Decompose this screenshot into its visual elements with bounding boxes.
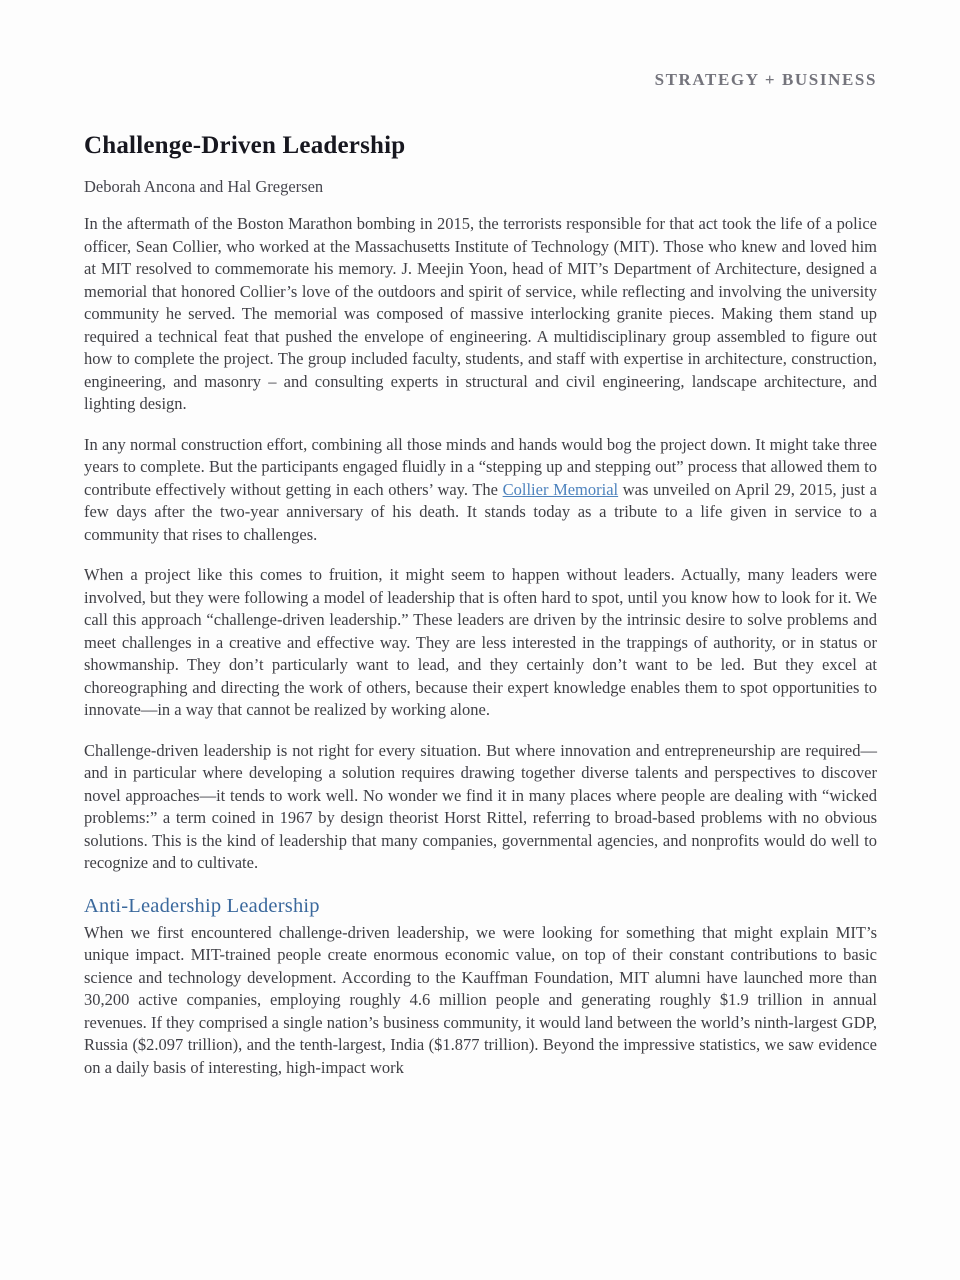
paragraph-4: Challenge-driven leadership is not right for every situation. But where innovation and entrepreneurship are required—and in particular where developing a solution requires drawing together diverse talents and perspectives to discover novel approaches—it tends to work well. No wonder we find it in many places where people are dealing with “wicked problems:” a term coined in 1967 by design theorist Horst Rittel, referring to broad-based problems with no obvious solutions. This is the kind of leadership that many companies, governmental agencies, and nonprofits would do well to recognize and to cultivate. <box>84 740 877 872</box>
paragraph-3: When a project like this comes to fruition, it might seem to happen without leaders. Actually, many leaders were involved, but they were following a model of leadership that is often hard to spot, until you know how to look for it. We call this approach “challenge-driven leadership.” These leaders are driven by the intrinsic desire to solve problems and meet challenges in a creative and effective way. They are less interested in the trappings of authority, or in status or showmanship. They don’t particularly want to lead, and they certainly don’t want to be led. But they excel at choreographing and directing the work of others, because their expert knowledge enables them to spot opportunities to innovate—in a way that cannot be realized by working alone. <box>84 565 877 719</box>
paragraph-1: In the aftermath of the Boston Marathon bombing in 2015, the terrorists responsible for that act took the life of a police officer, Sean Collier, who worked at the Massachusetts Institute of Technology (MIT). Those who knew and loved him at MIT resolved to commemorate his memory. J. Meejin Yoon, head of MIT’s Department of Architecture, designed a memorial that honored Collier’s love of the outdoors and spirit of service, while reflecting and involving the university community he served. The memorial was composed of massive interlocking granite pieces. Making them stand up required a technical feat that pushed the envelope of engineering. A multidisciplinary group assembled to figure out how to complete the project. The group included faculty, students, and staff with expertise in architecture, construction, engineering, and masonry – and consulting experts in structural and civil engineering, landscape architecture, and lighting design. <box>84 214 877 413</box>
paragraph-2-text-pre: In any normal construction effort, combining all those minds and hands would bog the project down. It might take three years to complete. But the participants engaged fluidly in a “stepping up and stepping out” process that allowed them to contribute effectively without getting in each others’ way. The <box>84 434 877 499</box>
article-title: Challenge-Driven Leadership <box>84 132 406 159</box>
byline: Deborah Ancona and Hal Gregersen <box>84 177 324 196</box>
paragraph-2-text-post: was unveiled on April 29, 2015, just a few days after the two-year anniversary of his death. It stands today as a tribute to a life given in service to a community that rises to challenges. <box>84 479 877 544</box>
masthead: STRATEGY + BUSINESS <box>654 70 877 89</box>
section-heading-anti-leadership: Anti-Leadership Leadership <box>84 894 320 917</box>
collier-memorial-link[interactable]: Collier Memorial <box>502 479 619 499</box>
paragraph-2 <box>84 434 877 547</box>
paragraph-5: When we first encountered challenge-driven leadership, we were looking for something that might explain MIT’s unique impact. MIT-trained people create enormous economic value, on top of their constant contributions to basic science and technology development. According to the Kauffman Foundation, MIT alumni have launched more than 30,200 active companies, employing roughly 4.6 million people and generating roughly $1.9 trillion in annual revenues. If they comprised a single nation’s business community, it would land between the world’s ninth-largest GDP, Russia ($2.097 trillion), and the tenth-largest, India ($1.877 trillion). Beyond the impressive statistics, we saw evidence on a daily basis of interesting, high-impact work <box>84 922 877 1077</box>
